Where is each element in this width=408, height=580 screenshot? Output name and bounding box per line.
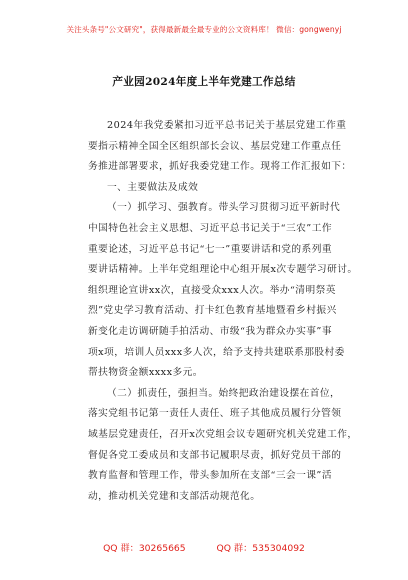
body-text-line: 一、主要做法及成效 <box>107 181 199 193</box>
body-text-line: 督促各党工委成员和支部书记履职尽责，抓好党员干部的 <box>88 449 342 461</box>
document-title: 产业园2024年度上半年党建工作总结 <box>112 76 296 88</box>
body-text-line: 新变化走访调研随手拍活动、市级“我为群众办实事”事 <box>88 325 332 337</box>
body-text-line: 教育监督和管理工作，带头参加所在支部“三会一课”活 <box>88 470 332 482</box>
footer-qq-group-1: QQ 群：30265665 <box>103 543 186 554</box>
body-text-line: 务推进部署要求，抓好我委党建工作。现将工作汇报如下： <box>88 161 352 173</box>
body-text-line: （一）抓学习、强教育。带头学习贯彻习近平新时代 <box>107 202 341 214</box>
body-text-line: 中国特色社会主义思想、习近平总书记关于“三农”工作 <box>88 222 332 234</box>
footer-qq-group-2: QQ 群：535304092 <box>216 543 305 554</box>
body-text-line: 烈”党史学习教育活动、打卡红色教育基地暨看乡村振兴 <box>88 305 337 317</box>
body-text-line: 2024年我党委紧扣习近平总书记关于基层党建工作重 <box>107 120 347 131</box>
body-text-line: 域基层党建责任，召开x次党组会议专题研究机关党建工作， <box>88 428 358 440</box>
body-text-line: 组织理论宣讲xx次，直接受众xxx人次。举办“清明祭英 <box>88 284 336 296</box>
body-text-line: 重要论述，习近平总书记“七一”重要讲话和党的系列重 <box>88 243 332 255</box>
body-text-line: 帮扶物资金额xxxx多元。 <box>88 367 203 379</box>
footer-qq-groups <box>0 540 408 554</box>
body-text-line: 要讲话精神。上半年党组理论中心组开展x次专题学习研讨。 <box>88 264 358 276</box>
body-text-line: 动，推动机关党建和支部活动规范化。 <box>88 490 261 502</box>
body-text-line: 项x项，培训人员xxx多人次，给予支持共建联系那股村委 <box>88 346 345 358</box>
body-text-line: 要指示精神全国全区组织部长会议、基层党建工作重点任 <box>88 140 342 152</box>
top-banner: 关注头条号"公文研究"，获得最新最全最专业的公文资料库！ 微信：gongwenyj <box>66 25 342 34</box>
body-text-line: （二）抓责任，强担当。始终把政治建设摆在首位， <box>107 387 341 399</box>
body-text-line: 落实党组书记第一责任人责任、班子其他成员履行分管领 <box>88 408 342 420</box>
document-body <box>88 116 358 507</box>
